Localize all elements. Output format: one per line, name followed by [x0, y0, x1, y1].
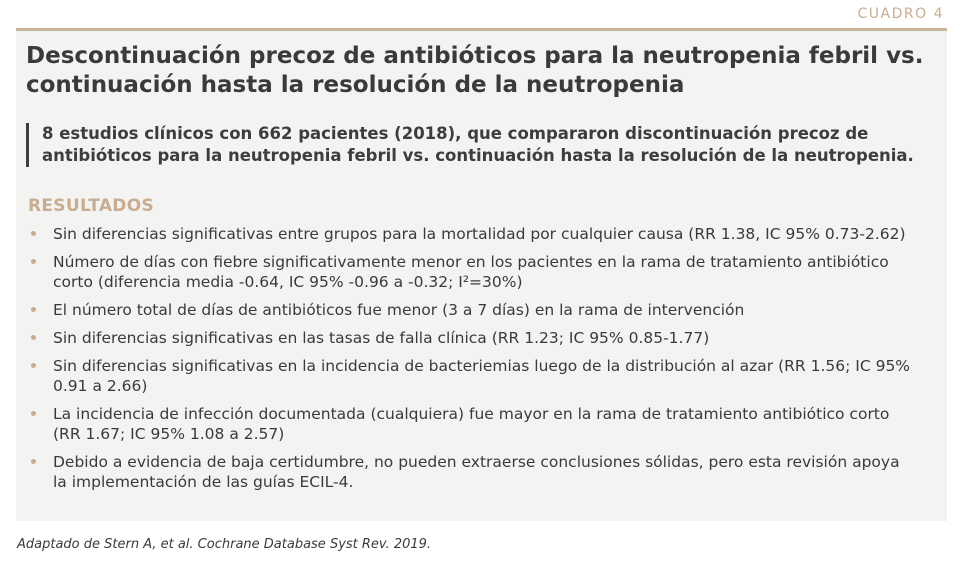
result-item	[26, 356, 916, 396]
result-item	[26, 404, 916, 444]
bullet-icon	[31, 411, 36, 416]
bullet-icon	[31, 335, 36, 340]
bullet-icon	[31, 259, 36, 264]
result-item	[26, 452, 916, 492]
content-panel	[16, 31, 947, 521]
box-title: Descontinuación precoz de antibióticos para la neutropenia febril vs. continuación hasta la resolución de la neutropenia	[26, 43, 924, 98]
bullet-icon	[31, 231, 36, 236]
result-text: El número total de días de antibióticos fue menor (3 a 7 días) en la rama de intervención	[53, 301, 745, 319]
study-summary: 8 estudios clínicos con 662 pacientes (2018), que compararon discontinuación precoz de antibióticos para la neutropenia febril vs. continuación hasta la resolución de la neutropenia.	[26, 123, 922, 167]
results-heading: RESULTADOS	[28, 196, 155, 216]
result-text: Sin diferencias significativas en las tasas de falla clínica (RR 1.23; IC 95% 0.85-1.77)	[53, 329, 710, 347]
result-item	[26, 300, 916, 320]
bullet-icon	[31, 459, 36, 464]
result-item	[26, 252, 916, 292]
result-text: La incidencia de infección documentada (cualquiera) fue mayor en la rama de tratamiento antibiótico corto (RR 1.67; IC 95% 1.08 a 2.57)	[53, 405, 890, 443]
result-text: Sin diferencias significativas entre grupos para la mortalidad por cualquier causa (RR 1.38, IC 95% 0.73-2.62)	[53, 225, 906, 243]
result-text: Número de días con fiebre significativamente menor en los pacientes en la rama de tratamiento antibiótico corto (diferencia media -0.64, IC 95% -0.96 a -0.32; I²=30%)	[53, 253, 889, 291]
results-list	[26, 224, 916, 500]
result-text: Sin diferencias significativas en la incidencia de bacteriemias luego de la distribución al azar (RR 1.56; IC 95% 0.91 a 2.66)	[53, 357, 911, 395]
result-item	[26, 224, 916, 244]
bullet-icon	[31, 307, 36, 312]
result-item	[26, 328, 916, 348]
result-text: Debido a evidencia de baja certidumbre, no pueden extraerse conclusiones sólidas, pero esta revisión apoya la implementación de las guías ECIL-4.	[53, 453, 900, 491]
box-label: CUADRO 4	[857, 6, 944, 22]
bullet-icon	[31, 363, 36, 368]
source-citation: Adaptado de Stern A, et al. Cochrane Database Syst Rev. 2019.	[17, 537, 432, 552]
